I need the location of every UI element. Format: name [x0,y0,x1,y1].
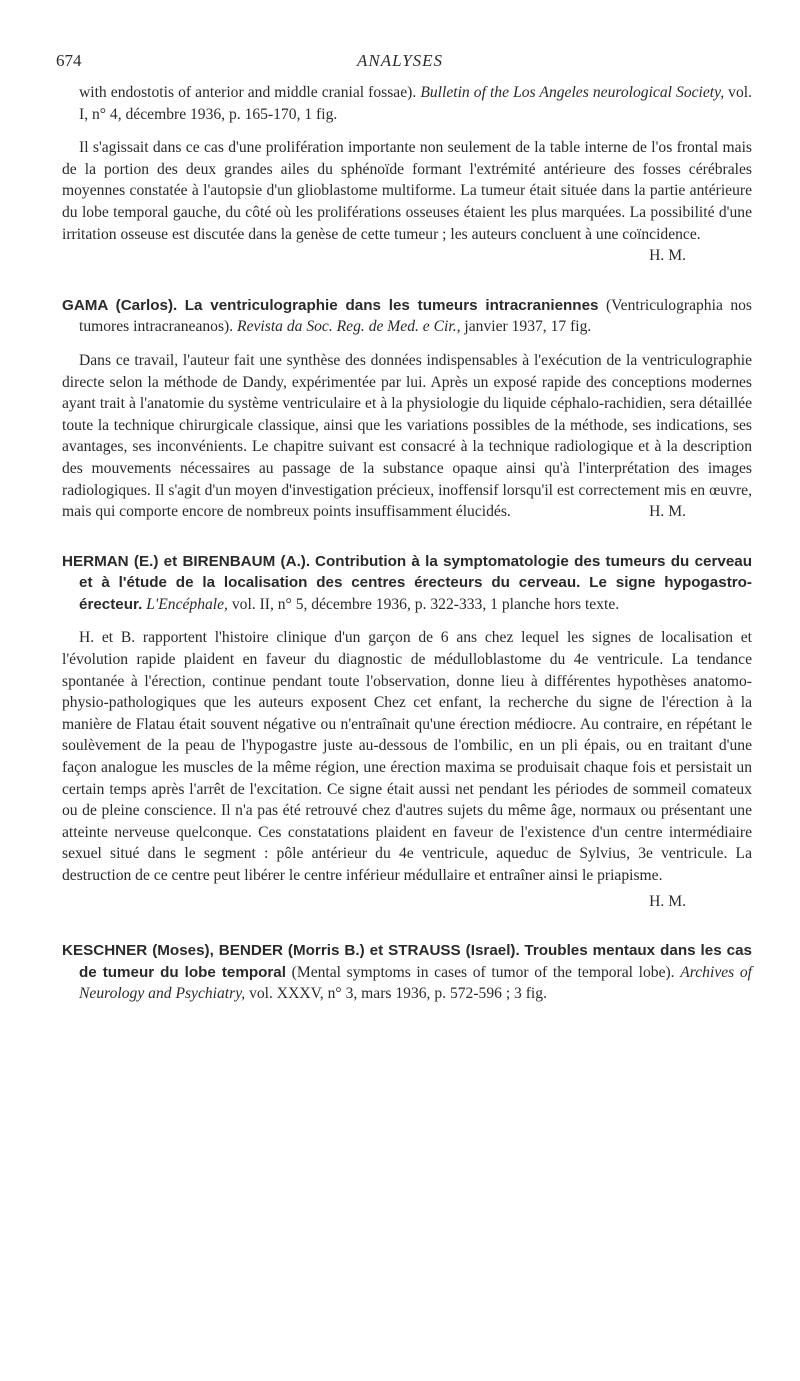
article3-reference [62,551,752,616]
article2-original-title: (Ventriculographia nos tumores intracraneanos). [79,296,752,336]
article2-body-paragraph [62,350,752,523]
article3-journal: L'Encéphale, [146,595,228,613]
article3-body-paragraph [62,627,752,886]
article2-reference [62,295,752,338]
article2-signature: H. M. [649,503,686,521]
page-number: 674 [56,51,82,70]
article2-authors: GAMA (Carlos). [62,296,178,314]
article1-signature: H. M. [649,247,686,265]
article4-original-title: (Mental symptoms in cases of tumor of the temporal lobe). [291,963,675,981]
article3-citation: vol. II, n° 5, décembre 1936, p. 322-333, 1 planche hors texte. [231,595,620,613]
article1-citation: vol. I, n° 4, décembre 1936, p. 165-170, 1 fig. [79,84,752,123]
article4-reference [62,940,752,1005]
article2-title: La ventriculographie dans les tumeurs intracraniennes [184,296,599,314]
article1-body-paragraph [62,137,752,265]
article4-authors: KESCHNER (Moses), BENDER (Morris B.) et STRAUSS (Israel). [62,942,520,960]
article3-body: H. et B. rapportent l'histoire clinique d'un garçon de 6 ans chez lequel les signes de localisation et l'évolution rapide plaident en faveur du diagnostic de médulloblastome du 4e ventricule. La tendance spontanée à l'érection, continue pendant toute l'observation, donne lieu à différentes hypothèses anatomo-physio-pathologiques que les auteurs exposent Chez cet enfant, la recherche du signe de l'érection à la manière de Flatau était souvent négative ou n'entraînait qu'une érection médiocre. Au contraire, en répétant le soulèvement de la peau de l'hypogastre juste au-dessous de l'ombilic, en un pli épais, ou en traitant d'une façon analogue les muscles de la même région, une érection maxima se produisait chaque fois et persistait un certain temps après l'arrêt de l'excitation. Ce signe était aussi net pendant les périodes de sommeil comateux ou de pleine conscience. Il n'a pas été retrouvé chez d'autres sujets du même âge, normaux ou présentant une atteinte nerveuse quelconque. Ces constatations plaident en faveur de l'existence d'un centre intermédiaire sexuel situé dans le segment : pôle antérieur du 4e ventricule, aqueduc de Sylvius, 3e ventricule. La destruction de ce centre peut libérer le centre inférieur médullaire et entraîner ainsi le priapisme. [62,629,752,884]
article2-citation: janvier 1937, 17 fig. [464,318,592,336]
article4-citation: vol. XXXV, n° 3, mars 1936, p. 572-596 ; 3 fig. [249,985,547,1003]
article1-continued-ref: with endostotis of anterior and middle cranial fossae). [79,84,417,101]
article1-reference [62,82,752,125]
article4-title: Troubles mentaux dans les cas de tumeur du lobe temporal [79,942,752,981]
article1-body: Il s'agissait dans ce cas d'une prolifération importante non seulement de la table interne de l'os frontal mais de la portion des deux grandes ailes du sphénoïde formant l'extrémité antérieure des fosses cérébrales moyennes constatée à l'autopsie d'un glioblastome multiforme. La tumeur était située dans la partie antérieure du lobe temporal gauche, du côté où les proliférations osseuses étaient les plus marquées. La possibilité d'une irritation osseuse est discutée dans la genèse de cette tumeur ; les auteurs concluent à une coïncidence. [62,139,752,243]
article2-body: Dans ce travail, l'auteur fait une synthèse des données indispensables à l'exécution de la ventriculographie directe selon la méthode de Dandy, expérimentée par lui. Après un exposé rapide des conceptions modernes ayant trait à l'anatomie du système ventriculaire et à la physiologie du liquide céphalo-rachidien, sera détaillée toute la technique chirurgicale classique, ainsi que les variations possibles de la méthode, ses indications, ses avantages, ses inconvénients. Le chapitre suivant est consacré à la technique radiologique et à la description des mouvements nécessaires au passage de la substance opaque ainsi qu'à l'interprétation des images radiologiques. Il s'agit d'un moyen d'investigation précieux, inoffensif lorsqu'il est correctement mis en œuvre, mais qui comporte encore de nombreux points insuffisamment élucidés. [62,351,752,521]
article3-signature: H. M. [649,892,686,910]
running-head: ANALYSES [356,51,444,70]
article1-journal: Bulletin of the Los Angeles neurological Society, [420,84,725,101]
article2-journal: Revista da Soc. Reg. de Med. e Cir., [237,318,461,336]
article4-journal: Archives of Neurology and Psychiatry, [79,963,752,1003]
page-content [62,82,752,1005]
article3-title: Contribution à la symptomatologie des tumeurs du cerveau et à l'étude de la localisation des centres érecteurs du cerveau. Le signe hypogastro-érecteur. [79,552,753,613]
article3-authors: HERMAN (E.) et BIRENBAUM (A.). [62,552,311,570]
